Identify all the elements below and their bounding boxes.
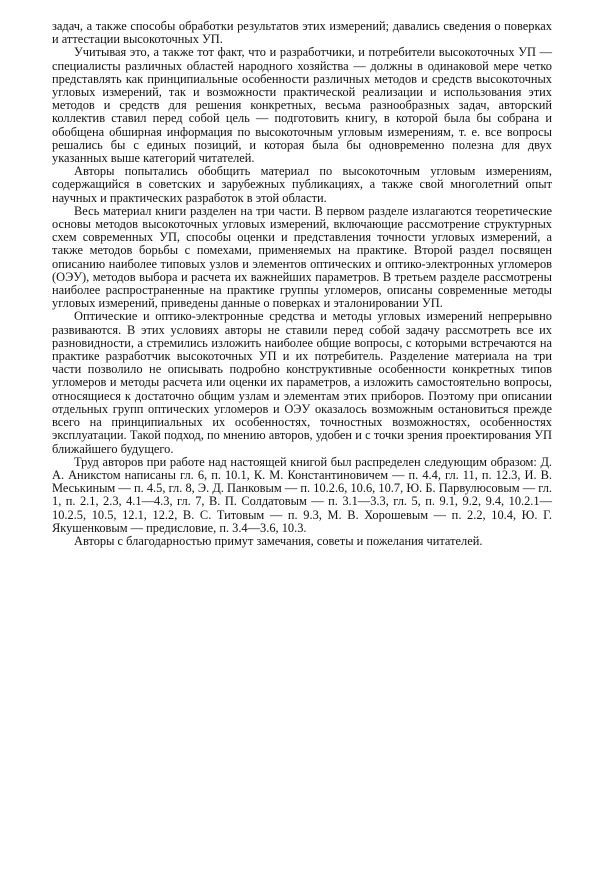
paragraph-acknowledgement: Авторы с благодарностью примут замечания, советы и пожелания читателей. <box>74 533 483 548</box>
paragraph-book-structure: Весь материал книги разделен на три части. В первом разделе излагаются теоретические основы методов высокоточных угловых измерений, включающие рассмотрение структурных схем современных УП, способы оценки и представления точности угловых измерений, а также методов борьбы с помехами, применяемых на практике. Второй раздел посвящен описанию наиболее типовых узлов и элементов оптических и оптико-электронных угломеров (ОЭУ), методов выбора и расчета их важнейших параметров. В третьем разделе рассмотрены наиболее распространенные на практике группы угломеров, описаны современные методы угловых измерений, приведены данные о поверках и эталонировании УП. <box>52 203 552 311</box>
paragraph-authors-contributions: Труд авторов при работе над настоящей книгой был распределен следующим образом: Д. А. Аникстом написаны гл. 6, п. 10.1, К. М. Константиновичем — п. 4.4, гл. 11, п. 12.3, И. В. Меськиным — п. 4.5, гл. 8, Э. Д. Панковым — п. 10.2.6, 10.6, 10.7, Ю. Б. Парвулюсовым — гл. 1, п. 2.1, 2.3, 4.1—4.3, гл. 7, В. П. Солдатовым — п. 3.1—3.3, гл. 5, п. 9.1, 9.2, 9.4, 10.2.1—10.2.5, 10.5, 12.1, 12.2, В. С. Титовым — п. 9.3, М. В. Хорошевым — п. 2.2, 10.4, Ю. Г. Якушенковым — предисловие, п. 3.4—3.6, 10.3. <box>52 454 552 535</box>
paragraph-authors-goal: Учитывая это, а также тот факт, что и разработчики, и потребители высокоточных УП — специалисты различных областей народного хозяйства — должны в одинаковой мере четко представлять как принципиальные особенности различных методов и средств высокоточных угловых измерений, так и возможности практической реализации и использования этих методов и средств для решения конкретных, весьма разнообразных задач, авторский коллектив ставил перед собой цель — подготовить книгу, в которой была бы собрана и обобщена обширная информация по высокоточным угловым измерениям, т. е. все вопросы решались бы с единых позиций, и которая была бы одновременно полезна для двух указанных выше категорий читателей. <box>52 45 552 166</box>
paragraph-continuation: задач, а также способы обработки результатов этих измерений; давались сведения о поверках и аттестации высокоточных УП. <box>52 19 552 47</box>
document-page <box>52 20 552 548</box>
paragraph-authors-generalize: Авторы попытались обобщить материал по высокоточным угловым измерениям, содержащийся в советских и зарубежных публикациях, а также свой многолетний опыт научных и практических разработок в этой области. <box>52 164 552 205</box>
paragraph-development: Оптические и оптико-электронные средства и методы угловых измерений непрерывно развиваются. В этих условиях авторы не ставили перед собой задачу рассмотреть все их разновидности, а стремились изложить наиболее общие вопросы, с которыми встречаются на практике разработчик высокоточных УП и их потребитель. Разделение материала на три части позволило не описывать подробно конструктивные особенности конкретных типов угломеров и методы расчета или оценки их параметров, а изложить самостоятельно вопросы, относящиеся к достаточно общим узлам и элементам этих приборов. Поэтому при описании отдельных групп оптических угломеров и ОЭУ оказалось возможным остановиться прежде всего на принципиальных их особенностях, точностных возможностях, особенностях эксплуатации. Такой подход, по мнению авторов, удобен и с точки зрения проектирования УП ближайшего будущего. <box>52 309 552 456</box>
